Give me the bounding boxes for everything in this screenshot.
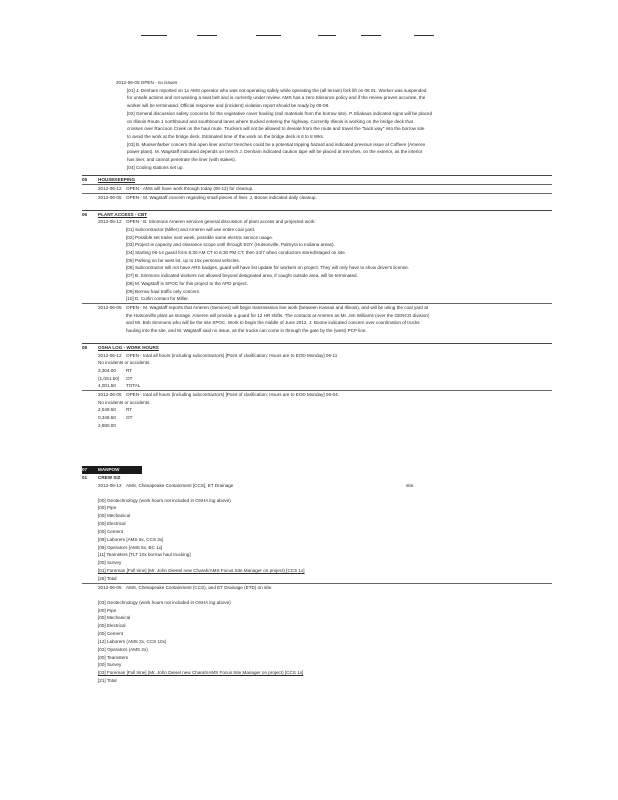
entry-text: OPEN - B. Simmons Ameren services general discussion of plant access and projected work: — [126, 219, 316, 225]
entry-text: [07] B. Simmons indicated workers not allowed beyond designated area, if caught outside area, will be terminated. — [126, 273, 358, 279]
entry-text: hauling into the site, and M. Wagstaff said no issue, as the trucks can come in through the gate by the (west) PCP line. — [126, 328, 367, 334]
safety-paragraph: [02] General discussion safety concerns for the vegetative cover hauling (soil materials from the borrow site). P. Eliakaus indicated signs will be placed — [127, 110, 433, 116]
safety-paragraph: for unsafe actions and not wearing a seat belt and is currently under review. AMS has a zero tolerance policy and if the review proves accurate, the — [127, 95, 426, 101]
safety-paragraph: to avoid the work at the bridge deck. Estimated time of the work on the bridge deck is 6 to 8 Wks. — [127, 133, 325, 139]
section-header-bar — [82, 466, 142, 474]
log-entry — [82, 583, 552, 685]
section-title: MANPOW — [98, 467, 120, 472]
crew-line: [00] Pipe — [98, 505, 117, 511]
crew-line: [00] Teamsters — [98, 654, 129, 660]
entry-text: [09] Borrow haul traffic only concern. — [126, 288, 201, 294]
safety-item-continued — [82, 79, 552, 171]
crew-total: [25] Total — [98, 575, 117, 581]
osha-log-section — [82, 343, 552, 430]
crew-line: [00] Mechanical — [98, 513, 131, 519]
amount-label: RT — [126, 407, 133, 413]
crew-line: [00] Electrical — [98, 623, 126, 629]
entry-date: 2012-06-05 — [98, 584, 122, 590]
entry-date: 2012-06-12 — [98, 352, 122, 358]
log-entry — [82, 218, 552, 303]
plant-access-section — [82, 210, 552, 335]
crew-line: [02] Operators (AMS 2x) — [98, 646, 148, 652]
section-number: 07 — [82, 467, 88, 472]
entry-date: 2012-06-05 — [98, 194, 122, 200]
section-number: 08 — [82, 344, 88, 350]
entry-text: [04] Starting 06-14 guard form 6:30 AM CT to 6:30 PM CT, then 24/7 when conductors stored/staged on site. — [126, 250, 347, 256]
safety-paragraph: on Illinois Route 1 northbound and southbound lanes where trucked entering the highway. Currently Illinois is working on the bridge deck that — [127, 118, 413, 124]
amount-label: OT — [126, 375, 133, 381]
amount-label: TOTAL — [126, 383, 141, 389]
entry-text: and Mr. Bob Simmons who will be the site SPOC. Work to begin the middle of June 2012. J. Boone indicated concern over coordination of trucks — [126, 320, 420, 326]
entry-date: 2012-06-05 — [98, 304, 122, 310]
amount-value: 4,001.50 — [98, 383, 116, 389]
crew-total: [21] Total — [98, 678, 117, 684]
entry-date: 2012-06-05 — [98, 392, 122, 398]
entry-date: 2012-06-12 — [98, 186, 122, 192]
entry-text: [08] M. Wagstaff is SPOC for this project to the APD project. — [126, 280, 248, 286]
crew-line: [00] Cement — [98, 528, 124, 534]
log-entry — [82, 303, 552, 335]
entry-text: OPEN - total all hours (including subcontractors) [Point of clarification: Hours are to EOD Monday] 06-11 — [126, 352, 338, 358]
header-dash-6 — [414, 35, 434, 36]
entry-text: [01] Subcontractor (Miller) and Ameren will use entire coal yard. — [126, 226, 256, 232]
log-entry — [82, 482, 552, 583]
crew-line: [00] Electrical — [98, 521, 126, 527]
entry-text: [02] Possible set trailer next week, possible same electric service usage. — [126, 234, 274, 240]
safety-paragraph: has liner, and cannot penetrate the liner (with stakes). — [127, 157, 237, 163]
entry-text: OPEN - AMS will have work through today (06-12) for cleanup. — [126, 186, 254, 192]
amount-value: 2,880.00 — [98, 422, 116, 428]
crew-line: [11] Teamsters [TLT 10x borrow haul trucking] — [98, 552, 191, 558]
crew-line: [03] Geotechnology (work hours not included in OSHA log above) — [98, 599, 231, 605]
crew-line: [09] Laborers [AMS 5x, CCS 3x] — [98, 536, 164, 542]
entry-text: AMS, Chesapeake Containment (CCS), and ET Drainage (ETD) on site. — [126, 584, 273, 590]
section-title: PLANT ACCESS - CBT — [98, 211, 148, 217]
safety-paragraph: [03] B. Mussenfarber concern that open liner anchor trenches could be a potential tripping hazard and indicated previous issue at Coffeen (Ameren — [127, 141, 426, 147]
crew-line: [00] Mechanical — [98, 615, 131, 621]
crew-line: [12] Laborers (AMS 2x, CCS 10x) — [98, 638, 167, 644]
safety-paragraph: worker will be terminated. Official response and (incident) violation report should be ready by 06-08. — [127, 103, 330, 109]
entry-text: OPEN - total all hours (including subcontractors) [Point of clarification: Hours are to EOD Monday] 06-04. — [126, 392, 339, 398]
header-dash-2 — [197, 35, 217, 36]
log-entry — [82, 193, 552, 202]
amount-value: (1,0S1.50) — [98, 375, 120, 381]
entry-text-tail: site. — [406, 482, 415, 488]
header-dash-1 — [141, 35, 167, 36]
entry-text: AMS, Chesapeake Containment [CCS], ET Drainage — [126, 482, 234, 488]
crew-line: [00] Survey — [98, 560, 122, 566]
entry-text: the Hutsonville plant as storage. Ameren will provide a guard for 12 HR shifts. The contacts at Ameren as Mr. Jim Williams (over the GENCO division) — [126, 312, 430, 318]
section-number: 06 — [82, 211, 88, 217]
amount-label: RT — [126, 367, 133, 373]
crew-line: [01] Foreman [Full time] (Mr. John Diestel new Charah/AMS Focus Site Manager on project) [CCS 1x] — [98, 568, 305, 574]
section-title: HOUSEKEEPING — [98, 177, 136, 183]
crew-line: [05] Operators [AMS 5x, BC 1x] — [98, 544, 163, 550]
safety-paragraph: [04] Cooling stations set up. — [127, 164, 184, 170]
entry-text: OPEN - M. Wagstaff reports that Ameren (Services) will begin transmission line work (between Kansas and Illinois), and will be using the coal yard at — [126, 304, 429, 310]
entry-text: [10] D. Curlin contact for Miller. — [126, 296, 189, 302]
amount-value: 0,346.50 — [98, 415, 116, 421]
section-title: OSHA LOG - WORK HOURS — [98, 344, 159, 350]
header-dash-4 — [318, 35, 336, 36]
entry-text: [03] Project is capacity and clearance scope until through EOY (Hutsonville, Palmyra to Indiana areas). — [126, 242, 335, 248]
crew-line: [00] Geotechnology (work hours not included in OSHA log above) — [98, 497, 231, 503]
header-dash-5 — [361, 35, 381, 36]
log-entry — [82, 390, 552, 430]
safety-paragraph: crosses over Raccoon Creek on the haul route. Truckers will not be allowed to deviate from the route and travel the "back way" into the borrow site — [127, 126, 425, 132]
crew-line: [03] Foreman [Full time] (Mr. John Diesel new Charah/AMS Focus Site Manager on project) [CCS 1x] — [98, 670, 304, 676]
amount-value: 2,549.50 — [98, 407, 116, 413]
subsection-number: 01 — [82, 474, 88, 480]
entry-text: [06] Subcontractor will not have ARS badges, guard will have list update for workers on project. They will only have to show driver's license. — [126, 265, 409, 271]
log-entry — [82, 352, 552, 391]
manpower-section — [82, 466, 552, 685]
entry-text: OPEN - M. Wagstaff concern regarding small pieces of liner. J. Boone indicated daily cleanup. — [126, 194, 317, 200]
document-body — [82, 79, 552, 430]
amount-label: OT — [126, 415, 133, 421]
amount-value: 3,304.00 — [98, 367, 116, 373]
safety-status-line: 2012-06-05 OPEN - no issues — [116, 80, 178, 85]
entry-date: 2012-06-12 — [98, 219, 122, 225]
crew-line: [00] Survey — [98, 662, 122, 668]
header-dash-3 — [256, 35, 281, 36]
section-number: 05 — [82, 177, 88, 183]
entry-note: No incidents or accidents. — [98, 399, 151, 405]
entry-text: [05] Parking on far west lot, up to 15x personal vehicles. — [126, 257, 240, 263]
subsection-title: CREW SIZ — [98, 474, 121, 480]
crew-line: [00] Pipe — [98, 607, 117, 613]
crew-line: [00] Cement — [98, 631, 124, 637]
entry-date: 2012-06-12 — [98, 482, 122, 488]
safety-paragraph: [01] J. Denham reported on 1x AMS operator who was not operating safely while operating the (all terrain) fork lift on 06 01. Worker was suspended — [127, 87, 427, 93]
safety-paragraph: power plant). M. Wagstaff indicated depends on trench J. Denham indicated caution tape will be placed at trenches, on the exterior, as the interior — [127, 149, 423, 155]
log-entry — [82, 184, 552, 193]
housekeeping-section — [82, 175, 552, 201]
entry-note: No incidents or accidents. — [98, 360, 151, 366]
